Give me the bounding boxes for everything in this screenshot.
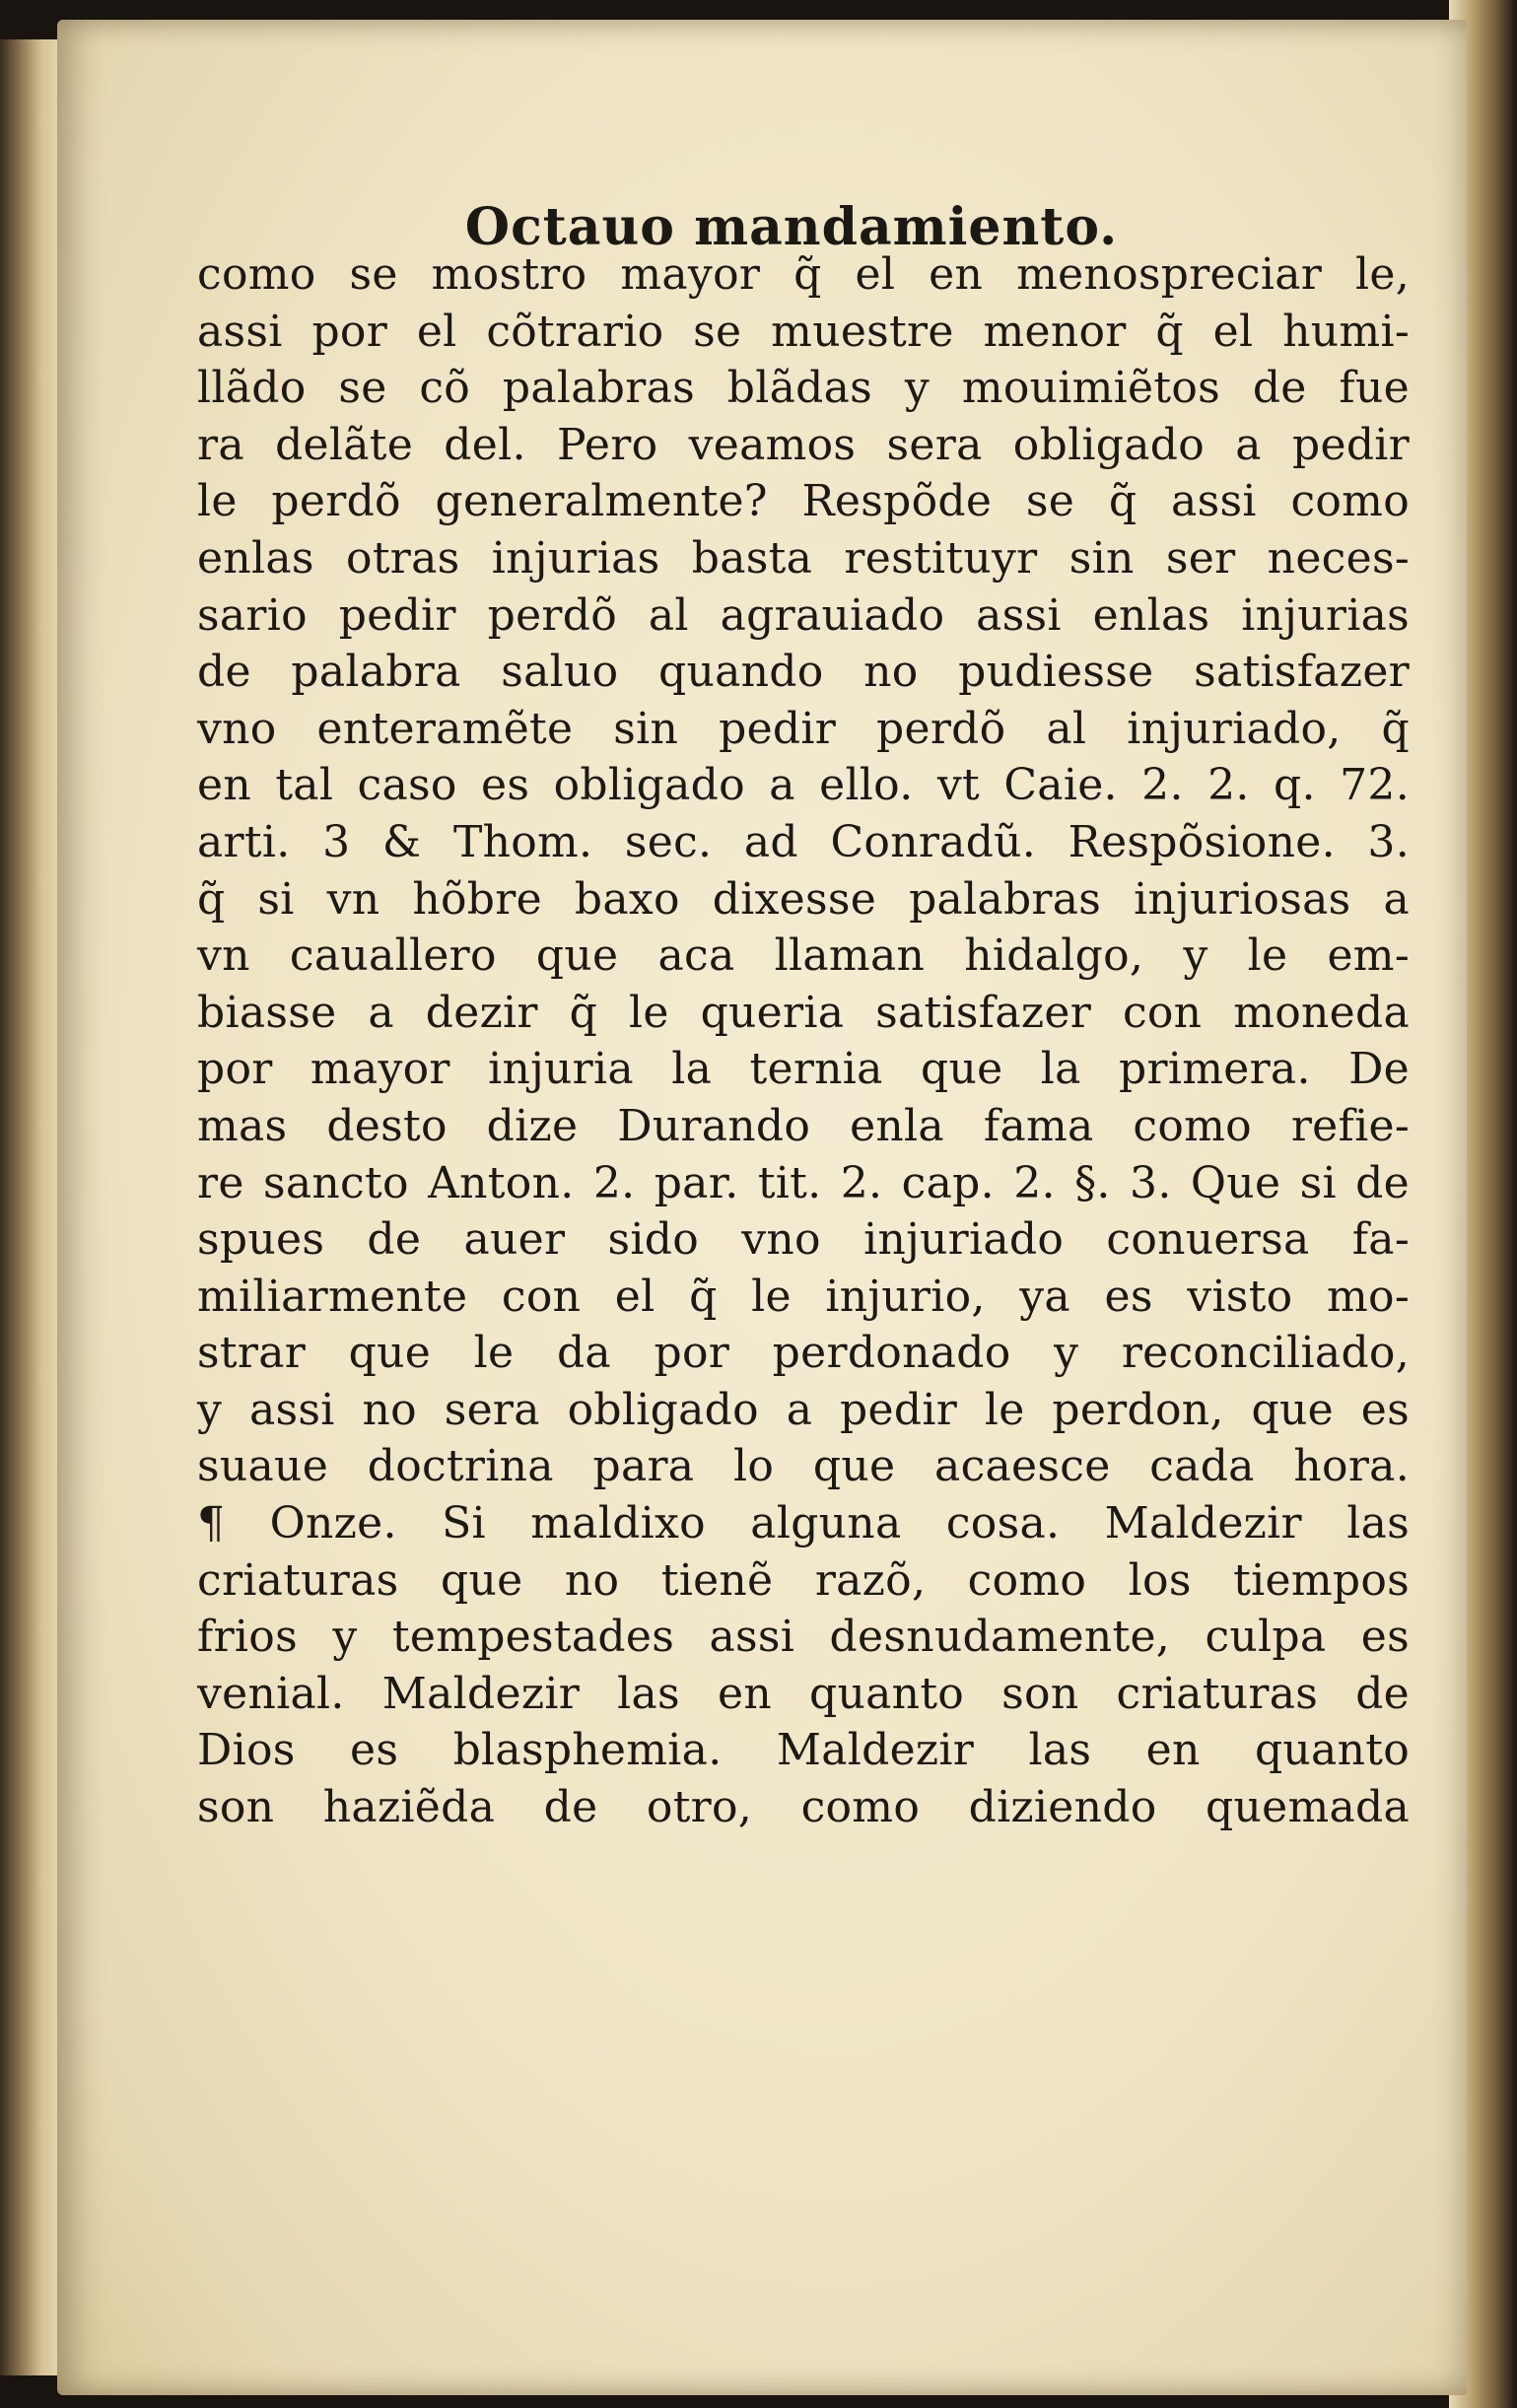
text-line: ra delãte del. Pero veamos sera obligado a pedir	[197, 419, 1410, 470]
text-line: suaue doctrina para lo que acaesce cada hora.	[197, 1441, 1410, 1492]
text-line: le perdõ generalmente? Respõde se q̃ assi como	[197, 476, 1410, 527]
body-text	[197, 246, 1410, 1836]
text-line: y assi no sera obligado a pedir le perdon, que es	[197, 1384, 1410, 1435]
text-line: Dios es blasphemia. Maldezir las en quanto	[197, 1725, 1410, 1776]
text-line: son haziẽda de otro, como diziendo quemada	[197, 1782, 1410, 1833]
running-head: Octauo mandamiento.	[464, 197, 1119, 257]
text-line: re sancto Anton. 2. par. tit. 2. cap. 2. §. 3. Que si de	[197, 1157, 1410, 1208]
text-line: por mayor injuria la ternia que la primera. De	[197, 1044, 1410, 1095]
text-line: sario pedir perdõ al agrauiado assi enlas injurias	[197, 589, 1410, 641]
text-line: q̃ si vn hõbre baxo dixesse palabras injuriosas a	[197, 873, 1410, 925]
text-line: en tal caso es obligado a ello. vt Caie. 2. 2. q. 72.	[197, 760, 1410, 811]
text-line: de palabra saluo quando no pudiesse satisfazer	[197, 647, 1410, 698]
text-line: llãdo se cõ palabras blãdas y mouimiẽtos de fue	[197, 363, 1410, 414]
text-line: miliarmente con el q̃ le injurio, ya es visto mo-	[197, 1271, 1410, 1322]
text-line: venial. Maldezir las en quanto son criaturas de	[197, 1668, 1410, 1719]
text-line: vno enteramẽte sin pedir perdõ al injuriado, q̃	[197, 703, 1410, 754]
text-line: assi por el cõtrario se muestre menor q̃ el humi-	[197, 306, 1410, 357]
text-line: arti. 3 & Thom. sec. ad Conradũ. Respõsione. 3.	[197, 816, 1410, 867]
text-line: biasse a dezir q̃ le queria satisfazer con moneda	[197, 987, 1410, 1038]
text-line: enlas otras injurias basta restituyr sin ser neces-	[197, 532, 1410, 584]
text-line: ¶ Onze. Si maldixo alguna cosa. Maldezir las	[197, 1498, 1410, 1549]
text-line: spues de auer sido vno injuriado conuersa fa-	[197, 1214, 1410, 1266]
text-line: mas desto dize Durando enla fama como refie-	[197, 1100, 1410, 1151]
text-line: strar que le da por perdonado y reconciliado,	[197, 1328, 1410, 1379]
text-line: frios y tempestades assi desnudamente, culpa es	[197, 1612, 1410, 1663]
text-line: como se mostro mayor q̃ el en menospreciar le,	[197, 249, 1410, 300]
text-line: criaturas que no tienẽ razõ, como los tiempos	[197, 1554, 1410, 1606]
text-line: vn cauallero que aca llaman hidalgo, y le em-	[197, 930, 1410, 982]
